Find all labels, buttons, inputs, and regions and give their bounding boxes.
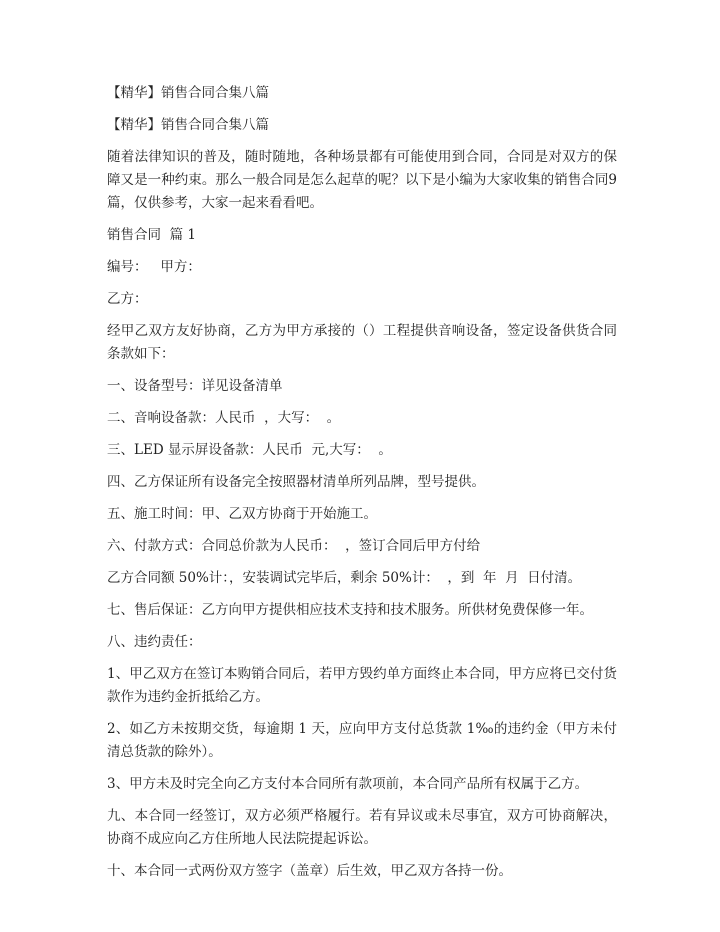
document-title: 【精华】销售合同合集八篇 [107,85,269,101]
document-subtitle: 【精华】销售合同合集八篇 [107,117,269,133]
preamble-paragraph: 经甲乙双方友好协商，乙方为甲方承接的（）工程提供音响设备，签定设备供货合同条款如下： [107,323,617,362]
clause-3: 三、LED 显示屏设备款：人民币 元,大写： 。 [107,442,392,458]
party-b-line: 乙方： [107,291,148,307]
clause-8-3: 3、甲方未及时完全向乙方支付本合同所有款项前，本合同产品所有权属于乙方。 [107,776,589,792]
number-line: 编号： 甲方： [107,259,201,275]
section-heading: 销售合同 篇 1 [107,227,196,243]
clause-5: 五、施工时间：甲、乙双方协商于开始施工。 [107,506,377,522]
clause-6-continued: 乙方合同额 50%计：，安装调试完毕后，剩余 50%计： ，到 年 月 日付清。 [107,570,582,586]
clause-4: 四、乙方保证所有设备完全按照器材清单所列品牌，型号提供。 [107,474,485,490]
clause-10: 十、本合同一式两份双方签字（盖章）后生效，甲乙双方各持一份。 [107,863,512,879]
clause-9: 九、本合同一经签订，双方必须严格履行。若有异议或未尽事宜，双方可协商解决，协商不成应向乙方住所地人民法院提起诉讼。 [107,808,617,847]
clause-1: 一、设备型号：详见设备清单 [107,378,283,394]
clause-7: 七、售后保证：乙方向甲方提供相应技术支持和技术服务。所供材免费保修一年。 [107,602,593,618]
clause-8-1: 1、甲乙双方在签订本购销合同后，若甲方毁约单方面终止本合同，甲方应将已交付货款作为违约金折抵给乙方。 [107,666,617,705]
clause-8-2: 2、如乙方未按期交货，每逾期 1 天，应向甲方支付总货款 1‰的违约金（甲方未付清总货款的除外）。 [107,721,617,760]
intro-paragraph: 随着法律知识的普及，随时随地，各种场景都有可能使用到合同，合同是对双方的保障又是一种约束。那么一般合同是怎么起草的呢？以下是小编为大家收集的销售合同9篇，仅供参考，大家一起来看看吧。 [107,149,617,211]
clause-6: 六、付款方式：合同总价款为人民币： ，签订合同后甲方付给 [107,538,481,554]
clause-2: 二、音响设备款：人民币 ，大写： 。 [107,410,341,426]
clause-8: 八、违约责任： [107,634,202,650]
document-body [107,82,617,892]
